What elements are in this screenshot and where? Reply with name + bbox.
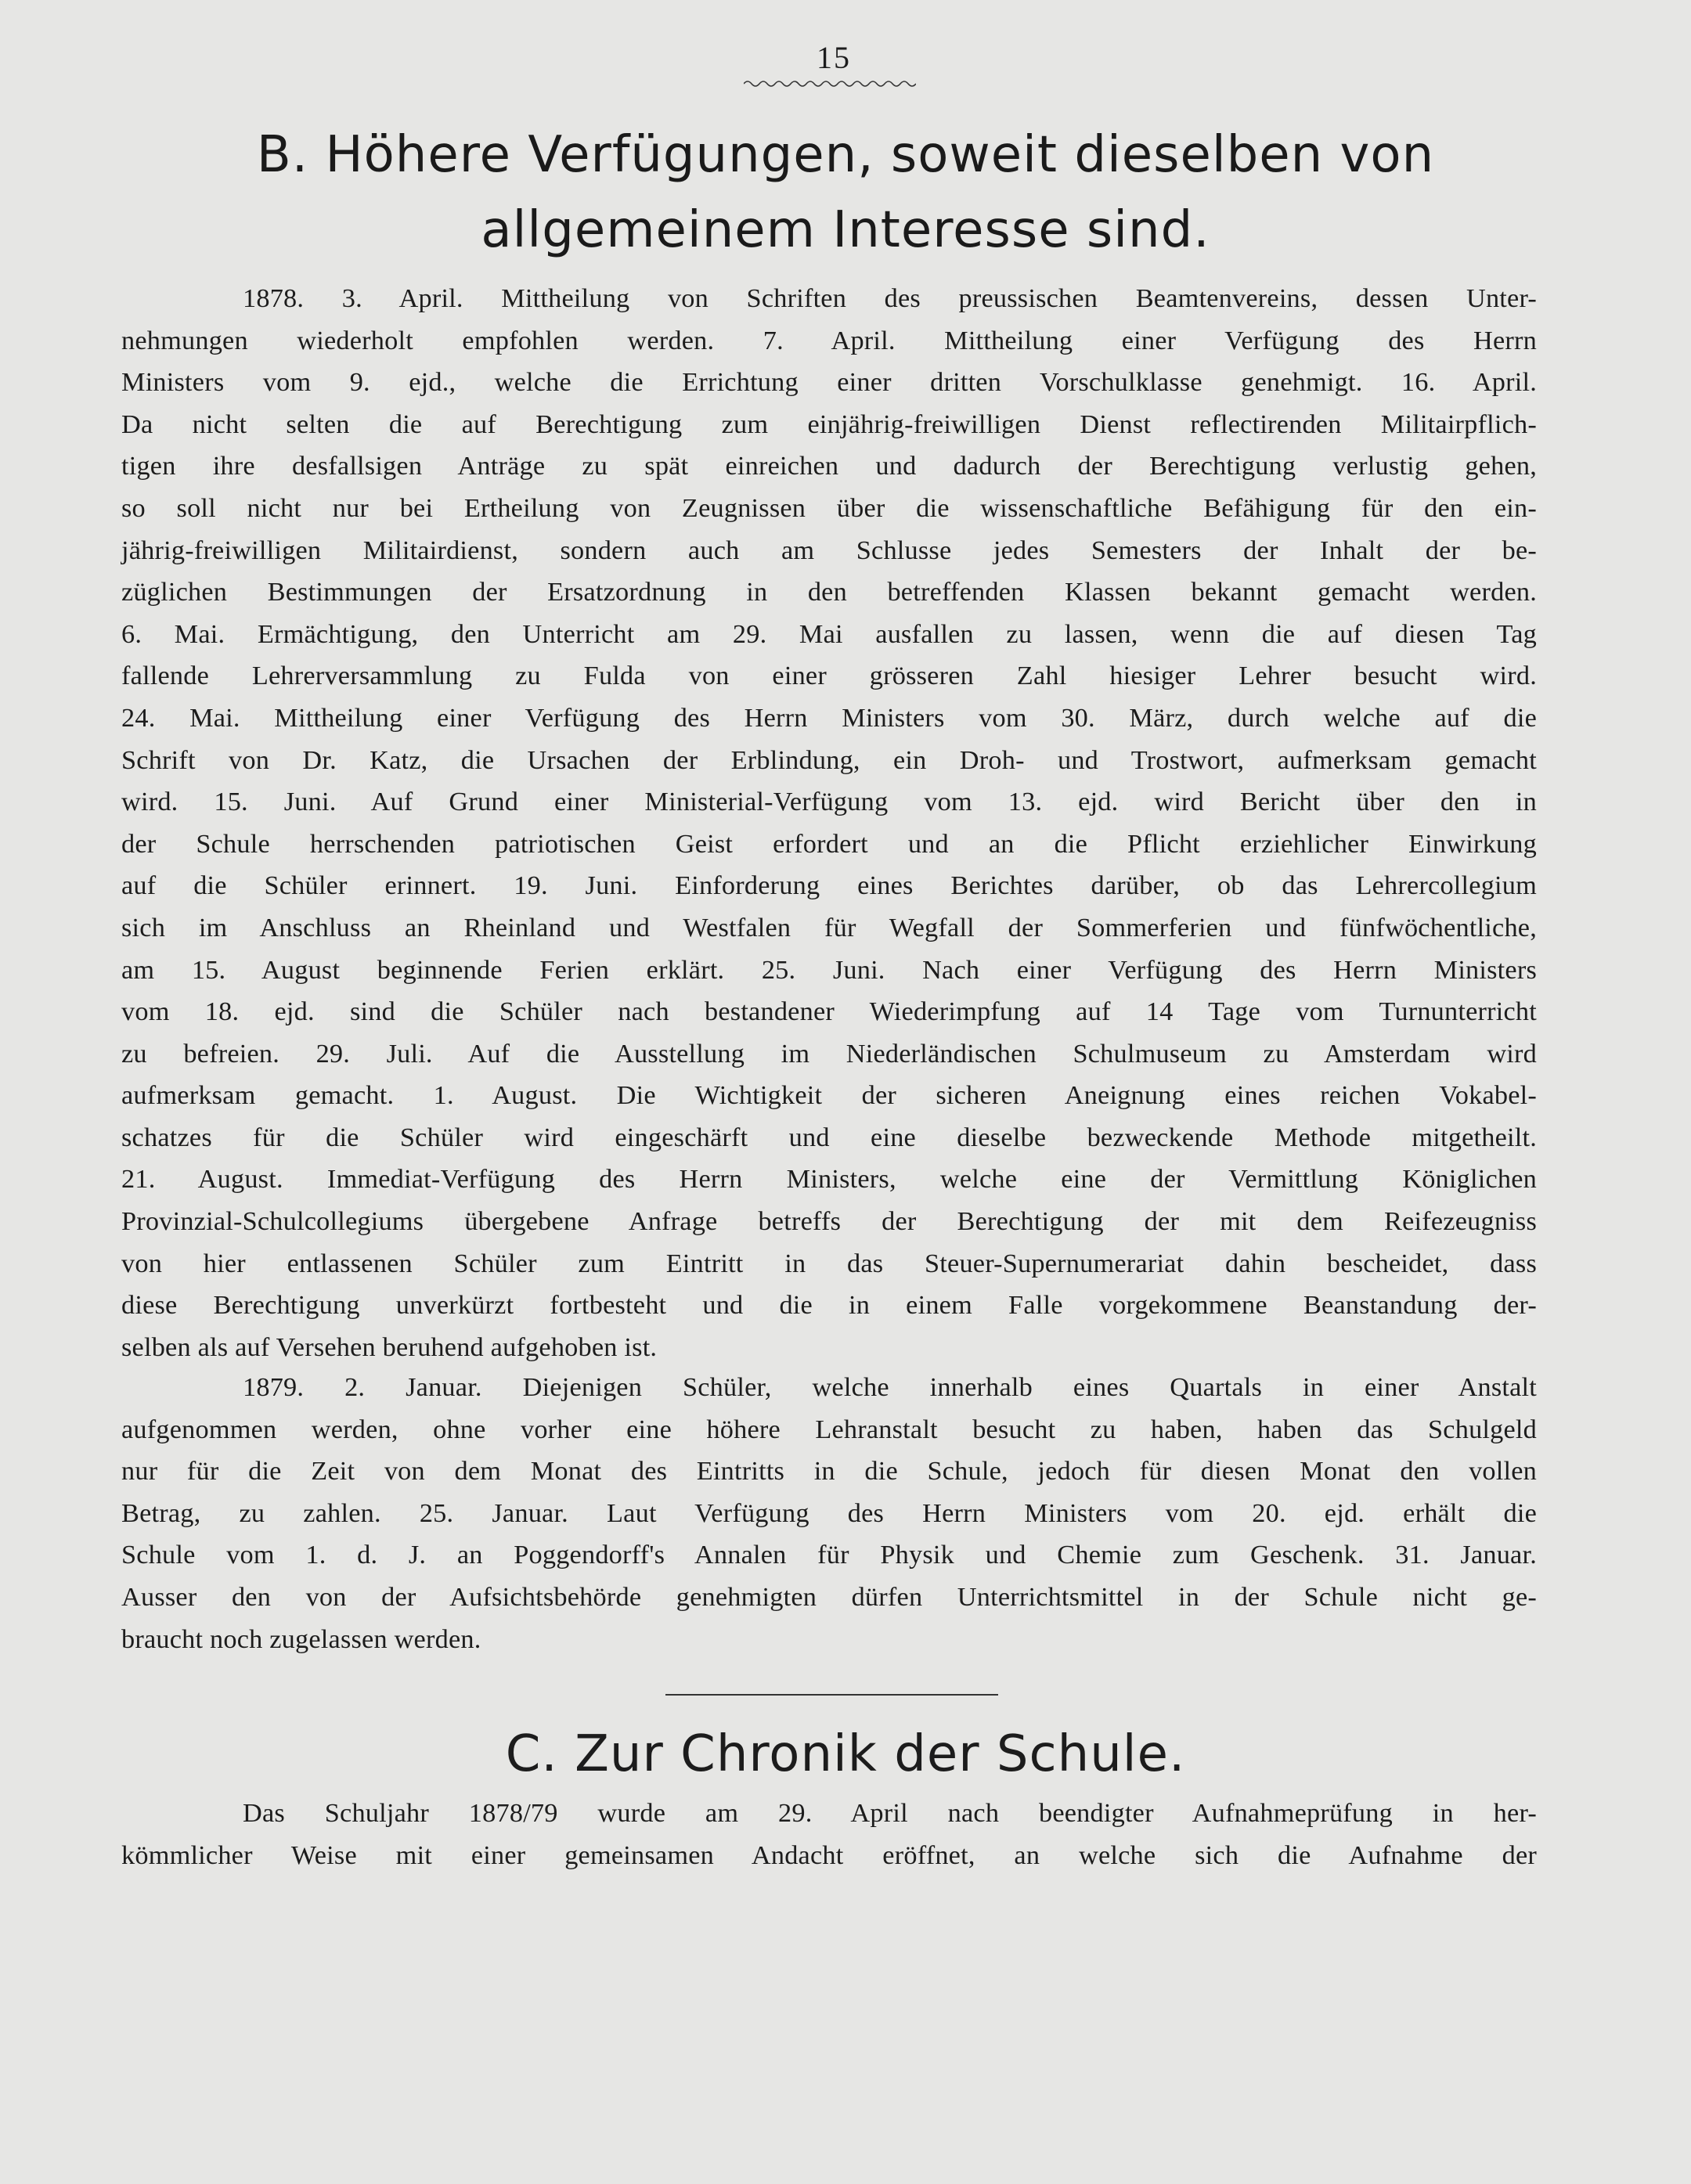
text-line: 1879. 2. Januar. Diejenigen Schüler, welche innerhalb eines Quartals in einer Anstalt [243, 1372, 1537, 1402]
text-line: von hier entlassenen Schüler zum Eintritt in das Steuer-Supernumerariat dahin bescheidet, dass [121, 1248, 1537, 1278]
text-line: vom 18. ejd. sind die Schüler nach bestandener Wiederimpfung auf 14 Tage vom Turnunterricht [121, 996, 1537, 1027]
paragraph-1879 [121, 1367, 1537, 1660]
paragraph-1878 [121, 278, 1537, 1368]
text-line: fallende Lehrerversammlung zu Fulda von einer grösseren Zahl hiesiger Lehrer besucht wird. [121, 661, 1537, 691]
wavy-ornament [744, 78, 916, 89]
text-line: züglichen Bestimmungen der Ersatzordnung in den betreffenden Klassen bekannt gemacht werden. [121, 577, 1537, 607]
text-line: 24. Mai. Mittheilung einer Verfügung des Herrn Ministers vom 30. März, durch welche auf die [121, 702, 1537, 733]
text-line: aufmerksam gemacht. 1. August. Die Wichtigkeit der sicheren Aneignung eines reichen Vokabel- [121, 1080, 1537, 1111]
text-line: der Schule herrschenden patriotischen Geist erfordert und an die Pflicht erziehlicher Einwirkung [121, 828, 1537, 859]
text-line: wird. 15. Juni. Auf Grund einer Ministerial-Verfügung vom 13. ejd. wird Bericht über den in [121, 787, 1537, 817]
text-line: so soll nicht nur bei Ertheilung von Zeugnissen über die wissenschaftliche Befähigung für den ein- [121, 492, 1537, 523]
section-b-heading-line: allgemeinem Interesse sind. [481, 201, 1210, 259]
text-line: 21. August. Immediat-Verfügung des Herrn Ministers, welche eine der Vermittlung Königlichen [121, 1164, 1537, 1195]
text-line: 6. Mai. Ermächtigung, den Unterricht am 29. Mai ausfallen zu lassen, wenn die auf diesen Tag [121, 618, 1537, 649]
text-line: am 15. August beginnende Ferien erklärt. 25. Juni. Nach einer Verfügung des Herrn Ministers [121, 954, 1537, 985]
section-b-heading [117, 117, 1574, 268]
text-line: diese Berechtigung unverkürzt fortbesteht und die in einem Falle vorgekommene Beanstandung der- [121, 1290, 1537, 1321]
text-line: Das Schuljahr 1878/79 wurde am 29. April nach beendigter Aufnahmeprüfung in her- [243, 1798, 1537, 1828]
text-line: braucht noch zugelassen werden. [121, 1624, 481, 1654]
text-line: schatzes für die Schüler wird eingeschärft und eine dieselbe bezweckende Methode mitgetheilt. [121, 1122, 1537, 1152]
text-line: Da nicht selten die auf Berechtigung zum einjährig-freiwilligen Dienst reflectirenden Militairpflich- [121, 409, 1537, 439]
text-line: tigen ihre desfallsigen Anträge zu spät einreichen und dadurch der Berechtigung verlustig gehen, [121, 451, 1537, 481]
text-line: kömmlicher Weise mit einer gemeinsamen Andacht eröffnet, an welche sich die Aufnahme der [121, 1840, 1537, 1870]
text-line: auf die Schüler erinnert. 19. Juni. Einforderung eines Berichtes darüber, ob das Lehrercollegium [121, 870, 1537, 901]
page-number: 15 [817, 40, 851, 75]
text-line: sich im Anschluss an Rheinland und Westfalen für Wegfall der Sommerferien und fünfwöchentliche, [121, 912, 1537, 942]
section-b-heading-line: B. Höhere Verfügungen, soweit dieselben von [256, 126, 1435, 184]
text-line: jährig-freiwilligen Militairdienst, sondern auch am Schlusse jedes Semesters der Inhalt der be- [121, 535, 1537, 565]
text-line: Ministers vom 9. ejd., welche die Errichtung einer dritten Vorschulklasse genehmigt. 16. April. [121, 367, 1537, 398]
text-line: nehmungen wiederholt empfohlen werden. 7. April. Mittheilung einer Verfügung des Herrn [121, 325, 1537, 355]
text-line: Provinzial-Schulcollegiums übergebene Anfrage betreffs der Berechtigung der mit dem Reifezeugniss [121, 1206, 1537, 1237]
text-line: Schule vom 1. d. J. an Poggendorff's Annalen für Physik und Chemie zum Geschenk. 31. Januar. [121, 1540, 1537, 1570]
section-divider [665, 1694, 998, 1696]
text-line: zu befreien. 29. Juli. Auf die Ausstellung im Niederländischen Schulmuseum zu Amsterdam wird [121, 1038, 1537, 1069]
text-line: Schrift von Dr. Katz, die Ursachen der Erblindung, ein Droh- und Trostwort, aufmerksam gemacht [121, 744, 1537, 775]
text-line: Betrag, zu zahlen. 25. Januar. Laut Verfügung des Herrn Ministers vom 20. ejd. erhält die [121, 1497, 1537, 1528]
text-line: Ausser den von der Aufsichtsbehörde genehmigten dürfen Unterrichtsmittel in der Schule nicht ge- [121, 1581, 1537, 1612]
text-line: selben als auf Versehen beruhend aufgehoben ist. [121, 1332, 658, 1362]
paragraph-chronik [121, 1793, 1537, 1876]
section-c-heading: C. Zur Chronik der Schule. [505, 1725, 1186, 1783]
text-line: aufgenommen werden, ohne vorher eine höhere Lehranstalt besucht zu haben, haben das Schulgeld [121, 1414, 1537, 1444]
text-line: 1878. 3. April. Mittheilung von Schriften des preussischen Beamtenvereins, dessen Unter- [243, 283, 1537, 313]
text-line: nur für die Zeit von dem Monat des Eintritts in die Schule, jedoch für diesen Monat den vollen [121, 1456, 1537, 1487]
